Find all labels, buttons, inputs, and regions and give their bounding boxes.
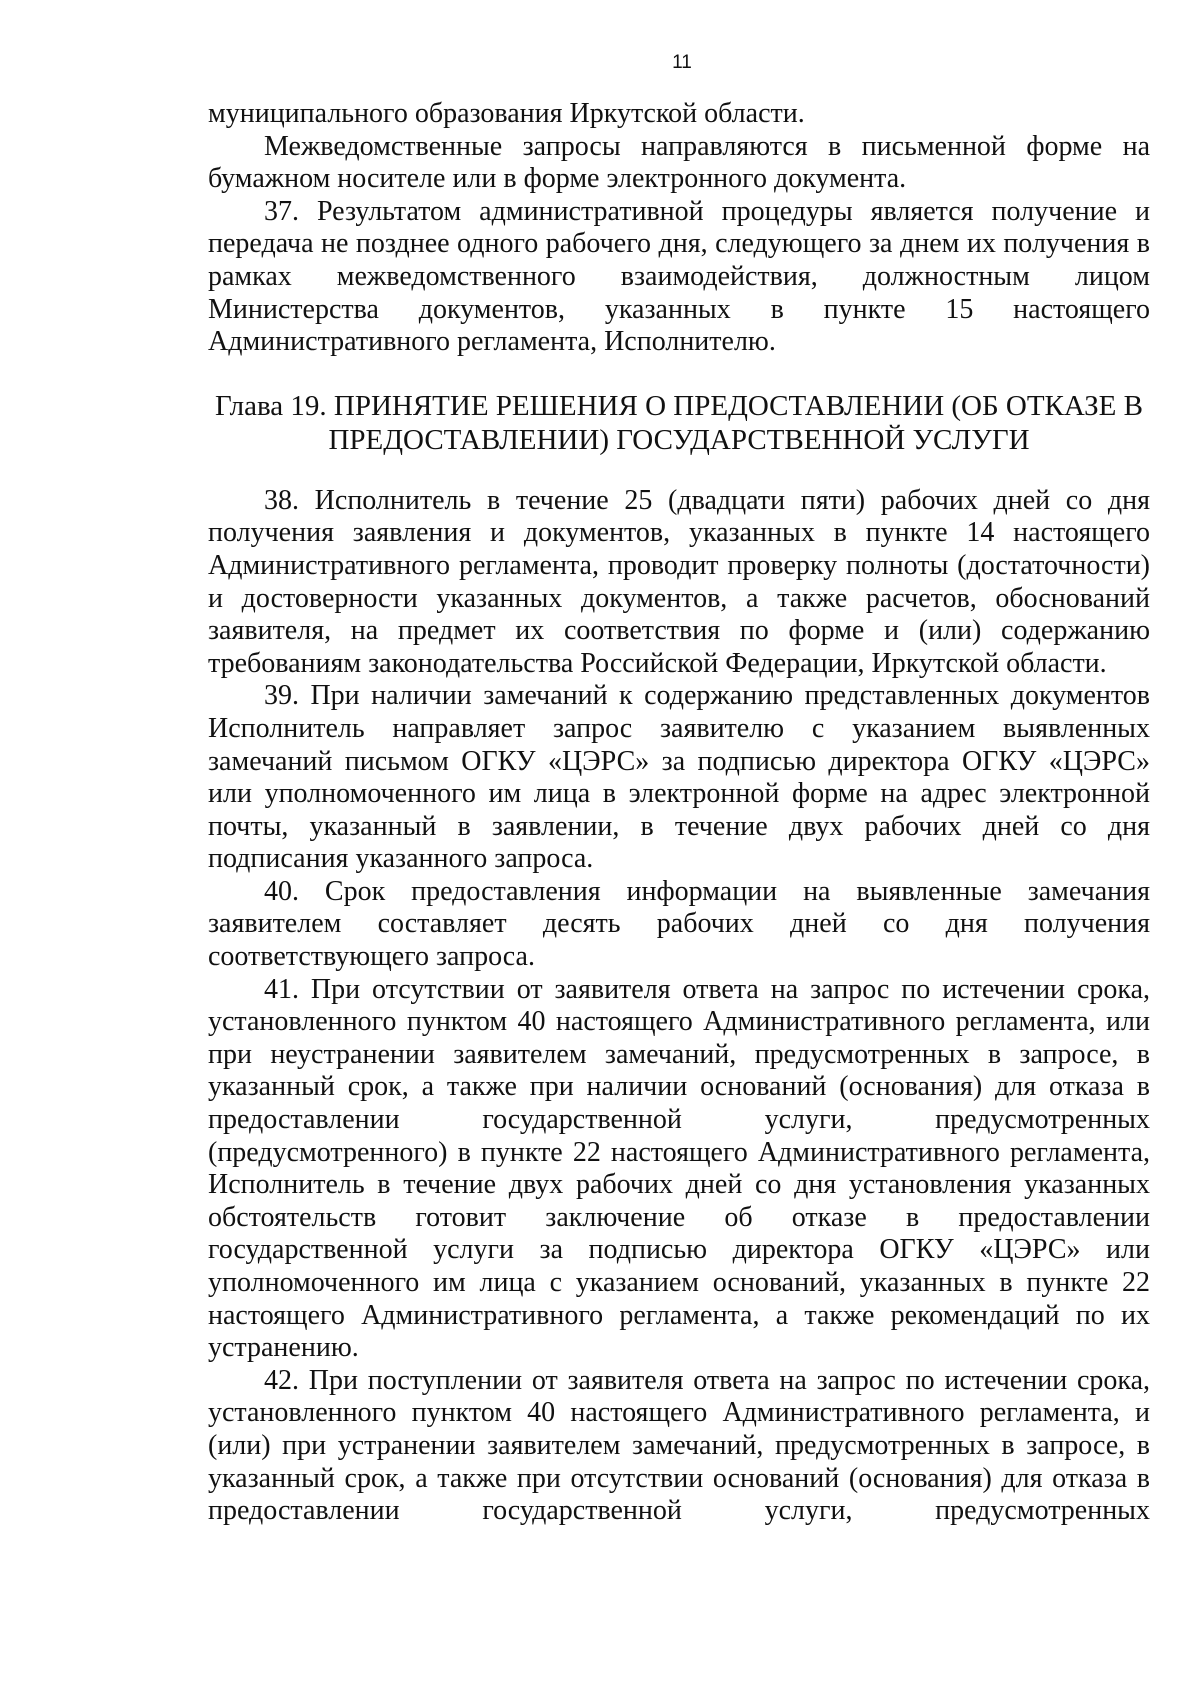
paragraph-continuation: муниципального образования Иркутской области. [208, 98, 805, 129]
page-number: 11 [672, 52, 692, 73]
paragraph-38: 38. Исполнитель в течение 25 (двадцати пяти) рабочих дней со дня получения заявления и документов, указанных в пункте 14 настоящего Административного регламента, проводит проверку полноты (достаточности) и достоверности указанных документов, а также расчетов, обоснований заявителя, на предмет их соответствия по форме и (или) содержанию требованиям законодательства Российской Федерации, Иркутской области. [208, 484, 1150, 679]
paragraph-interagency-requests: Межведомственные запросы направляются в письменной форме на бумажном носителе или в форме электронного документа. [208, 130, 1150, 195]
paragraph-37: 37. Результатом административной процедуры является получение и передача не позднее одного рабочего дня, следующего за днем их получения в рамках межведомственного взаимодействия, должностным лицом Министерства документов, указанных в пункте 15 настоящего Административного регламента, Исполнителю. [208, 195, 1150, 358]
paragraph-42: 42. При поступлении от заявителя ответа на запрос по истечении срока, установленного пунктом 40 настоящего Административного регламента, и (или) при устранении заявителем замечаний, предусмотренных в запросе, в указанный срок, а также при отсутствии оснований (основания) для отказа в предоставлении государственной услуги, предусмотренных [208, 1364, 1150, 1527]
document-body [208, 98, 1150, 1528]
chapter-heading-line-1: Глава 19. ПРИНЯТИЕ РЕШЕНИЯ О ПРЕДОСТАВЛЕНИИ (ОБ ОТКАЗЕ В [215, 389, 1143, 422]
paragraph-41: 41. При отсутствии от заявителя ответа на запрос по истечении срока, установленного пунктом 40 настоящего Административного регламента, или при неустранении заявителем замечаний, предусмотренных в запросе, в указанный срок, а также при наличии оснований (основания) для отказа в предоставлении государственной услуги, предусмотренных (предусмотренного) в пункте 22 настоящего Административного регламента, Исполнитель в течение двух рабочих дней со дня установления указанных обстоятельств готовит заключение об отказе в предоставлении государственной услуги за подписью директора ОГКУ «ЦЭРС» или уполномоченного им лица с указанием оснований, указанных в пункте 22 настоящего Административного регламента, а также рекомендаций по их устранению. [208, 973, 1150, 1364]
chapter-heading [208, 389, 1150, 457]
chapter-heading-line-2: ПРЕДОСТАВЛЕНИИ) ГОСУДАРСТВЕННОЙ УСЛУГИ [328, 423, 1030, 456]
paragraph-39: 39. При наличии замечаний к содержанию представленных документов Исполнитель направляет запрос заявителю с указанием выявленных замечаний письмом ОГКУ «ЦЭРС» за подписью директора ОГКУ «ЦЭРС» или уполномоченного им лица в электронной форме на адрес электронной почты, указанный в заявлении, в течение двух рабочих дней со дня подписания указанного запроса. [208, 680, 1150, 875]
paragraph-40: 40. Срок предоставления информации на выявленные замечания заявителем составляет десять рабочих дней со дня получения соответствующего запроса. [208, 875, 1150, 973]
